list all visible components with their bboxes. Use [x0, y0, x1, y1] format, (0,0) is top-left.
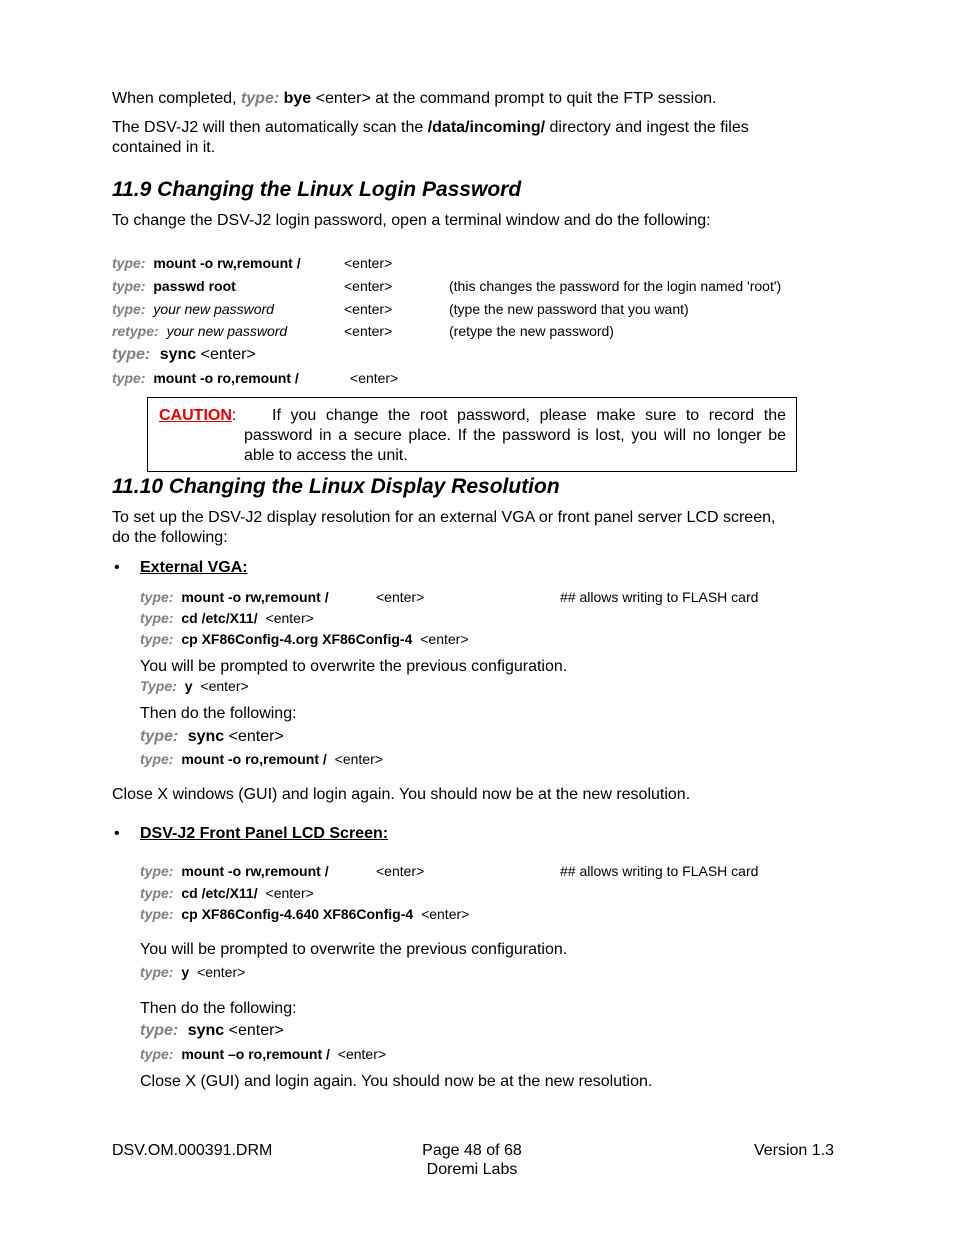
enter-key: <enter>: [344, 255, 393, 271]
vga-title: External VGA:: [140, 559, 248, 576]
caution-text: If you change the root password, please make sure to record the password in a secure place. If the password is lost, you will no longer be able to access the unit.: [244, 407, 786, 464]
intro-line-1: [112, 89, 716, 109]
step-note: (retype the new password): [449, 323, 614, 339]
step-row: [140, 630, 469, 648]
enter-key: <enter>: [265, 885, 314, 901]
command: cd /etc/X11/: [181, 885, 258, 901]
enter-key: <enter>: [337, 1046, 387, 1062]
type-keyword: type:: [140, 728, 179, 745]
command: mount –o ro,remount /: [181, 1046, 330, 1062]
command: mount -o rw,remount /: [181, 863, 329, 879]
intro-text: <enter> at the command prompt to quit the FTP session.: [311, 90, 717, 107]
lcd-title: DSV-J2 Front Panel LCD Screen:: [140, 825, 389, 842]
prompt-text: You will be prompted to overwrite the previous configuration.: [140, 658, 568, 675]
type-keyword: Type:: [140, 678, 177, 694]
close-text: Close X windows (GUI) and login again. You should now be at the new resolution.: [112, 786, 691, 803]
command: cd /etc/X11/: [181, 610, 258, 626]
type-keyword: type:: [140, 610, 174, 626]
section-heading-11-10: 11.10 Changing the Linux Display Resolution: [112, 475, 560, 498]
section-intro: do the following:: [112, 529, 228, 546]
step-row: [140, 727, 284, 747]
step-row: [112, 369, 299, 387]
step-row: [140, 750, 383, 768]
type-keyword: type:: [140, 751, 174, 767]
footer-doc-id: DSV.OM.000391.DRM: [112, 1142, 273, 1159]
step-row: [112, 254, 301, 272]
step-note: (this changes the password for the login named 'root'): [449, 278, 782, 294]
enter-key: <enter>: [344, 323, 393, 339]
footer-page-number: Page 48 of 68: [422, 1142, 522, 1159]
type-keyword: type:: [112, 301, 146, 317]
section-intro: To set up the DSV-J2 display resolution for an external VGA or front panel server LCD screen,: [112, 509, 776, 526]
step-row: [112, 322, 287, 340]
caution-label: [159, 406, 236, 426]
type-keyword: type:: [112, 255, 146, 271]
step-row: [140, 677, 249, 695]
caution-word: CAUTION: [159, 407, 232, 424]
step-row: [112, 300, 274, 318]
directory-path: /data/incoming/: [427, 119, 546, 136]
then-text: Then do the following:: [140, 1000, 297, 1017]
footer-version: Version 1.3: [753, 1142, 834, 1159]
bullet-icon: •: [114, 559, 120, 576]
type-keyword: type:: [140, 885, 174, 901]
intro-text: When completed,: [112, 90, 241, 107]
command: cp XF86Config-4.org XF86Config-4: [181, 631, 413, 647]
enter-key: <enter>: [376, 863, 425, 879]
prompt-text: You will be prompted to overwrite the previous configuration.: [140, 941, 568, 958]
enter-key: <enter>: [200, 346, 256, 363]
intro-text: directory and ingest the files: [545, 119, 749, 136]
type-keyword: type:: [112, 278, 146, 294]
command: your new password: [166, 323, 288, 339]
type-keyword: type:: [140, 964, 174, 980]
footer-company: Doremi Labs: [426, 1161, 518, 1178]
section-heading-11-9: 11.9 Changing the Linux Login Password: [112, 178, 522, 201]
section-intro: To change the DSV-J2 login password, open a terminal window and do the following:: [112, 212, 711, 229]
enter-key: <enter>: [344, 278, 393, 294]
step-row: [140, 1021, 284, 1041]
command: your new password: [153, 301, 274, 317]
command: mount -o ro,remount /: [153, 370, 299, 386]
caution-box: [147, 397, 797, 472]
enter-key: <enter>: [344, 301, 393, 317]
step-row: [140, 609, 314, 627]
enter-key: <enter>: [228, 728, 284, 745]
command: y: [181, 964, 190, 980]
enter-key: <enter>: [350, 370, 399, 386]
step-row: [140, 588, 329, 606]
step-row: [140, 1045, 386, 1063]
type-keyword: type:: [140, 906, 174, 922]
type-keyword: type:: [112, 346, 151, 363]
intro-text: The DSV-J2 will then automatically scan the: [112, 119, 428, 136]
command: passwd root: [153, 278, 236, 294]
step-note: ## allows writing to FLASH card: [560, 863, 759, 879]
type-keyword: type:: [140, 1046, 174, 1062]
enter-key: <enter>: [200, 678, 249, 694]
enter-key: <enter>: [421, 906, 470, 922]
command: sync: [159, 346, 197, 363]
step-note: (type the new password that you want): [449, 301, 689, 317]
command: sync: [187, 1022, 225, 1039]
type-keyword: type:: [140, 631, 174, 647]
command: y: [184, 678, 193, 694]
enter-key: <enter>: [420, 631, 469, 647]
step-row: [140, 862, 329, 880]
command: bye: [279, 90, 312, 107]
enter-key: <enter>: [265, 610, 314, 626]
type-keyword: type:: [240, 90, 280, 107]
type-keyword: type:: [112, 370, 146, 386]
intro-line-2: [112, 118, 749, 138]
type-keyword: retype:: [112, 323, 159, 339]
then-text: Then do the following:: [140, 705, 297, 722]
intro-line-3: contained in it.: [112, 139, 216, 156]
enter-key: <enter>: [228, 1022, 284, 1039]
step-row: [140, 884, 314, 902]
caution-colon: :: [231, 407, 237, 424]
step-row: [112, 345, 256, 365]
enter-key: <enter>: [197, 964, 246, 980]
command: mount -o rw,remount /: [181, 589, 329, 605]
type-keyword: type:: [140, 1022, 179, 1039]
command: mount -o rw,remount /: [153, 255, 301, 271]
close-text: Close X (GUI) and login again. You should now be at the new resolution.: [140, 1073, 653, 1090]
command: cp XF86Config-4.640 XF86Config-4: [181, 906, 414, 922]
step-row: [140, 963, 245, 981]
step-row: [112, 277, 236, 295]
step-row: [140, 905, 469, 923]
enter-key: <enter>: [334, 751, 383, 767]
command: mount -o ro,remount /: [181, 751, 327, 767]
step-note: ## allows writing to FLASH card: [560, 589, 759, 605]
enter-key: <enter>: [376, 589, 425, 605]
type-keyword: type:: [140, 863, 174, 879]
command: sync: [187, 728, 225, 745]
type-keyword: type:: [140, 589, 174, 605]
bullet-icon: •: [114, 825, 120, 842]
